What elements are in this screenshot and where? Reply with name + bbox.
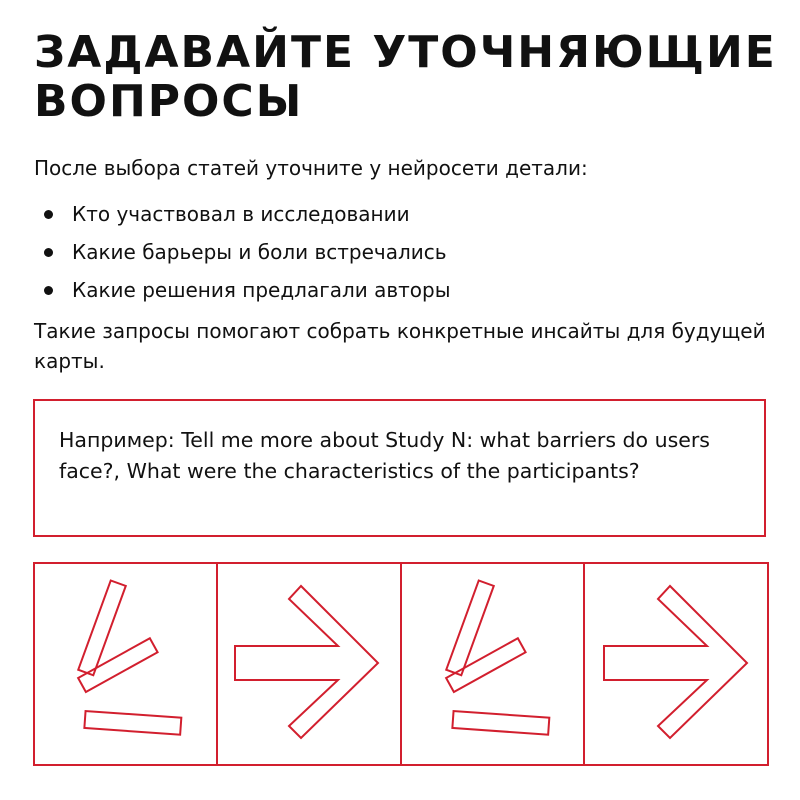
bullet-text: Какие решения предлагали авторы [72,278,451,302]
bullet-item [34,271,774,309]
example-text: Например: Tell me more about Study N: what barriers do users face?, What were the characteristics of the participants? [59,428,710,483]
bullet-item [34,233,774,271]
arrow-right-icon [604,586,747,738]
bullet-dot-icon [44,248,53,257]
example-box [33,399,766,537]
outro-text: Такие запросы помогают собрать конкретные инсайты для будущей карты. [34,319,766,373]
tiles-graphic [33,562,769,766]
arrow-right-icon [235,586,378,738]
bullet-dot-icon [44,210,53,219]
bullet-item [34,195,774,233]
title-line-1: ЗАДАВАЙТЕ УТОЧНЯЮЩИЕ [34,27,777,78]
bullet-dot-icon [44,286,53,295]
page-title [34,27,777,127]
bullet-list [34,195,774,309]
title-line-2: ВОПРОСЫ [34,76,304,127]
bullet-text: Какие барьеры и боли встречались [72,240,447,264]
bullet-text: Кто участвовал в исследовании [72,202,410,226]
intro-text: После выбора статей уточните у нейросети детали: [34,156,588,180]
stacked-bars-icon [78,580,181,734]
decorative-tiles [33,562,769,766]
stacked-bars-icon [446,580,549,734]
